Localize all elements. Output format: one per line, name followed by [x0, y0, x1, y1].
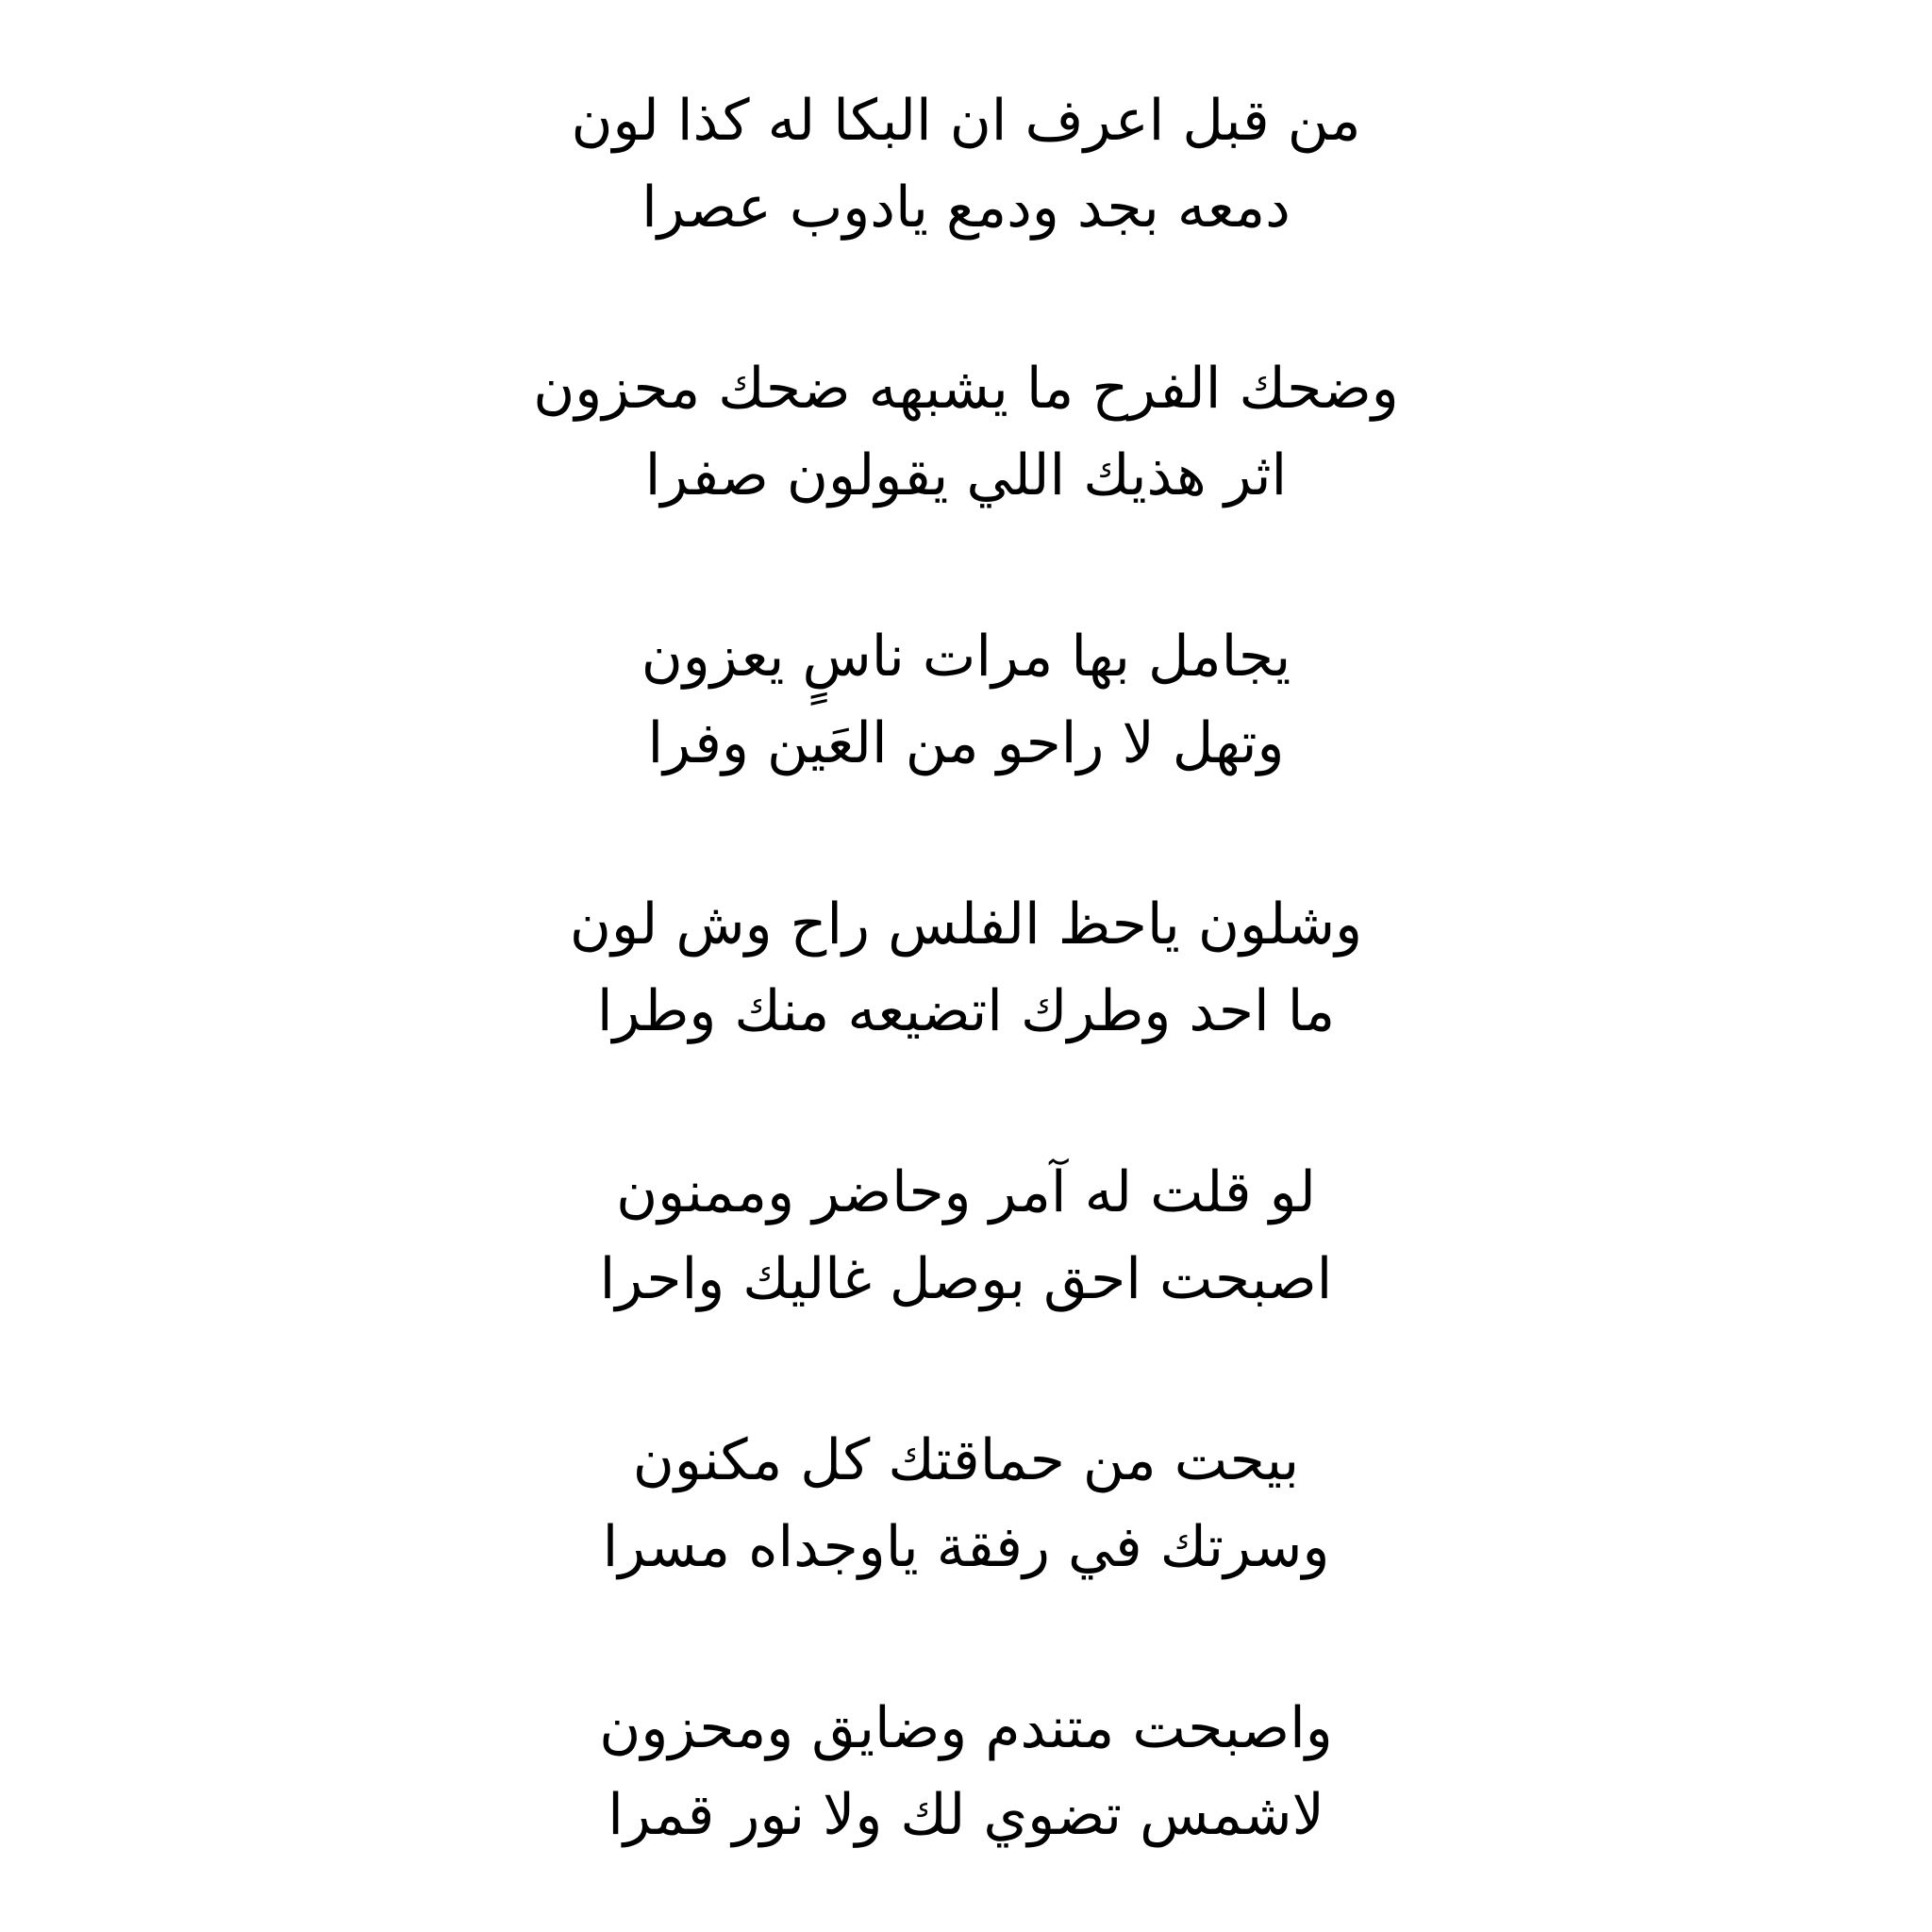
poem-line: وتهل لا راحو من العَين وفرا — [647, 710, 1285, 776]
poem-line: ما احد وطرك اتضيعه منك وطرا — [596, 978, 1336, 1044]
stanza-7 — [0, 1685, 1932, 1858]
poem-line: واصبحت متندم وضايق ومحزون — [599, 1695, 1333, 1761]
poem-line: يجامل بها مرات ناسٍ يعزون — [641, 624, 1291, 690]
poem-line: لو قلت له آمر وحاضر وممنون — [616, 1159, 1316, 1225]
poem-line: دمعه بجد ودمع يادوب عصرا — [641, 175, 1291, 241]
stanza-6 — [0, 1417, 1932, 1591]
stanza-2 — [0, 345, 1932, 519]
poem-line: وسرتك في رفقة ياوجداه مسرا — [602, 1514, 1330, 1580]
stanza-3 — [0, 613, 1932, 787]
poem-line: وضحك الفرح ما يشبهه ضحك محزون — [533, 356, 1399, 422]
stanza-5 — [0, 1149, 1932, 1323]
poem-line: بيحت من حماقتك كل مكنون — [632, 1427, 1300, 1493]
stanza-4 — [0, 881, 1932, 1055]
poem-line: لاشمس تضوي لك ولا نور قمرا — [608, 1782, 1324, 1848]
poem-line: اصبحت احق بوصل غاليك واحرا — [599, 1246, 1333, 1312]
poem-line: وشلون ياحظ الفلس راح وش لون — [569, 891, 1363, 958]
poem-line: اثر هذيك اللي يقولون صفرا — [644, 442, 1288, 508]
poem-line: من قبل اعرف ان البكا له كذا لون — [571, 88, 1361, 154]
stanza-1 — [0, 77, 1932, 251]
